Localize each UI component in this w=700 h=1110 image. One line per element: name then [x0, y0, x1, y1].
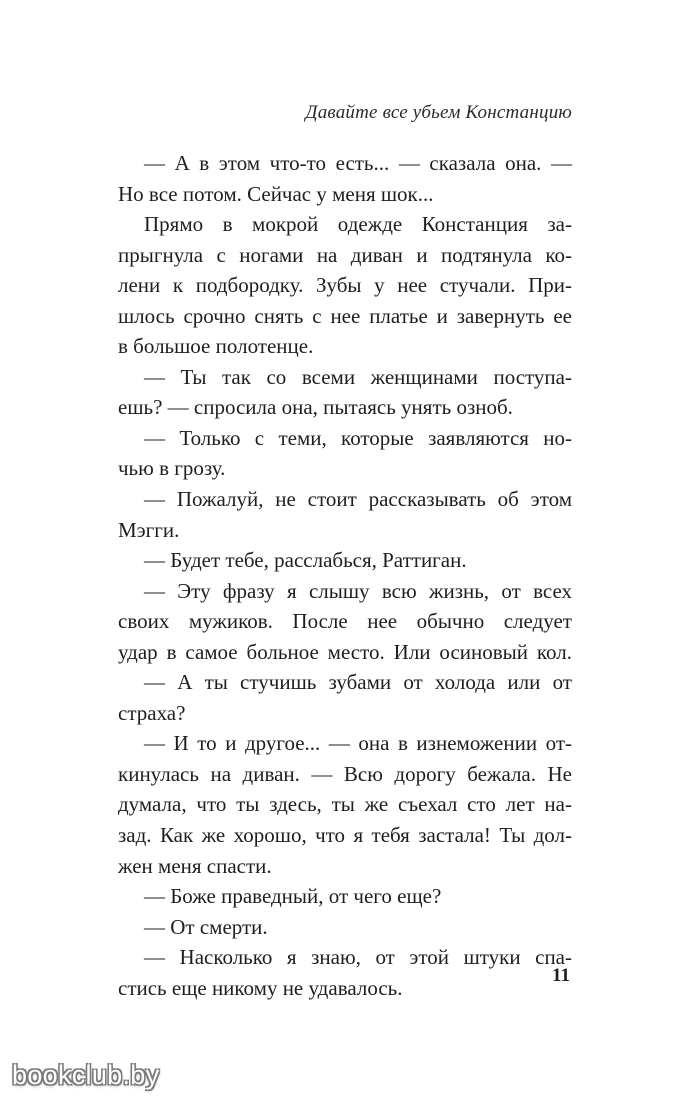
text-line: — Ты так со всеми женщинами поступа-: [144, 364, 572, 389]
watermark-logo: bookclub.by: [12, 1060, 160, 1090]
text-line: — А в этом что-то есть... — сказала она. —: [144, 151, 572, 175]
text-line: лени к подбородку. Зубы у нее стучали. При-: [118, 273, 572, 298]
text-line: зад. Как же хорошо, что я тебя застала! Ты дол-: [118, 823, 572, 848]
text-line: — А ты стучишь зубами от холода или от: [144, 670, 572, 695]
text-line: — От смерти.: [144, 914, 268, 939]
text-line: — Только с теми, которые заявляются но-: [144, 425, 572, 450]
text-line: Мэгги.: [118, 517, 180, 542]
text-line: — Будет тебе, расслабься, Раттиган.: [144, 548, 467, 573]
text-line: — И то и другое... — она в изнеможении от-: [144, 731, 572, 756]
page-number: 11: [552, 965, 570, 986]
text-line: Прямо в мокрой одежде Констанция за-: [144, 212, 572, 237]
text-line: думала, что ты здесь, ты же съехал сто лет на-: [118, 792, 572, 817]
text-line: — Пожалуй, не стоит рассказывать об этом: [144, 487, 572, 512]
body-text: [118, 148, 572, 1003]
text-line: своих мужиков. После нее обычно следует: [118, 609, 572, 634]
text-line: — Насколько я знаю, от этой штуки спа-: [144, 945, 572, 970]
text-line: стись еще никому не удавалось.: [118, 975, 403, 1000]
running-head: Давайте все убьем Констанцию: [305, 102, 572, 123]
text-line: ешь? — спросила она, пытаясь унять озноб.: [118, 395, 513, 420]
text-line: чью в грозу.: [118, 456, 226, 481]
text-line: шлось срочно снять с нее платье и завернуть ее: [118, 303, 572, 328]
text-line: кинулась на диван. — Всю дорогу бежала. Не: [118, 761, 572, 786]
text-line: удар в самое больное место. Или осиновый кол.: [118, 639, 572, 664]
text-line: страха?: [118, 700, 186, 725]
text-line: жен меня спасти.: [118, 853, 272, 878]
text-line: — Боже праведный, от чего еще?: [144, 884, 442, 909]
text-line: Но все потом. Сейчас у меня шок...: [118, 181, 434, 206]
text-line: — Эту фразу я слышу всю жизнь, от всех: [144, 578, 572, 603]
text-line: в большое полотенце.: [118, 334, 314, 359]
text-line: прыгнула с ногами на диван и подтянула ко-: [118, 242, 572, 267]
